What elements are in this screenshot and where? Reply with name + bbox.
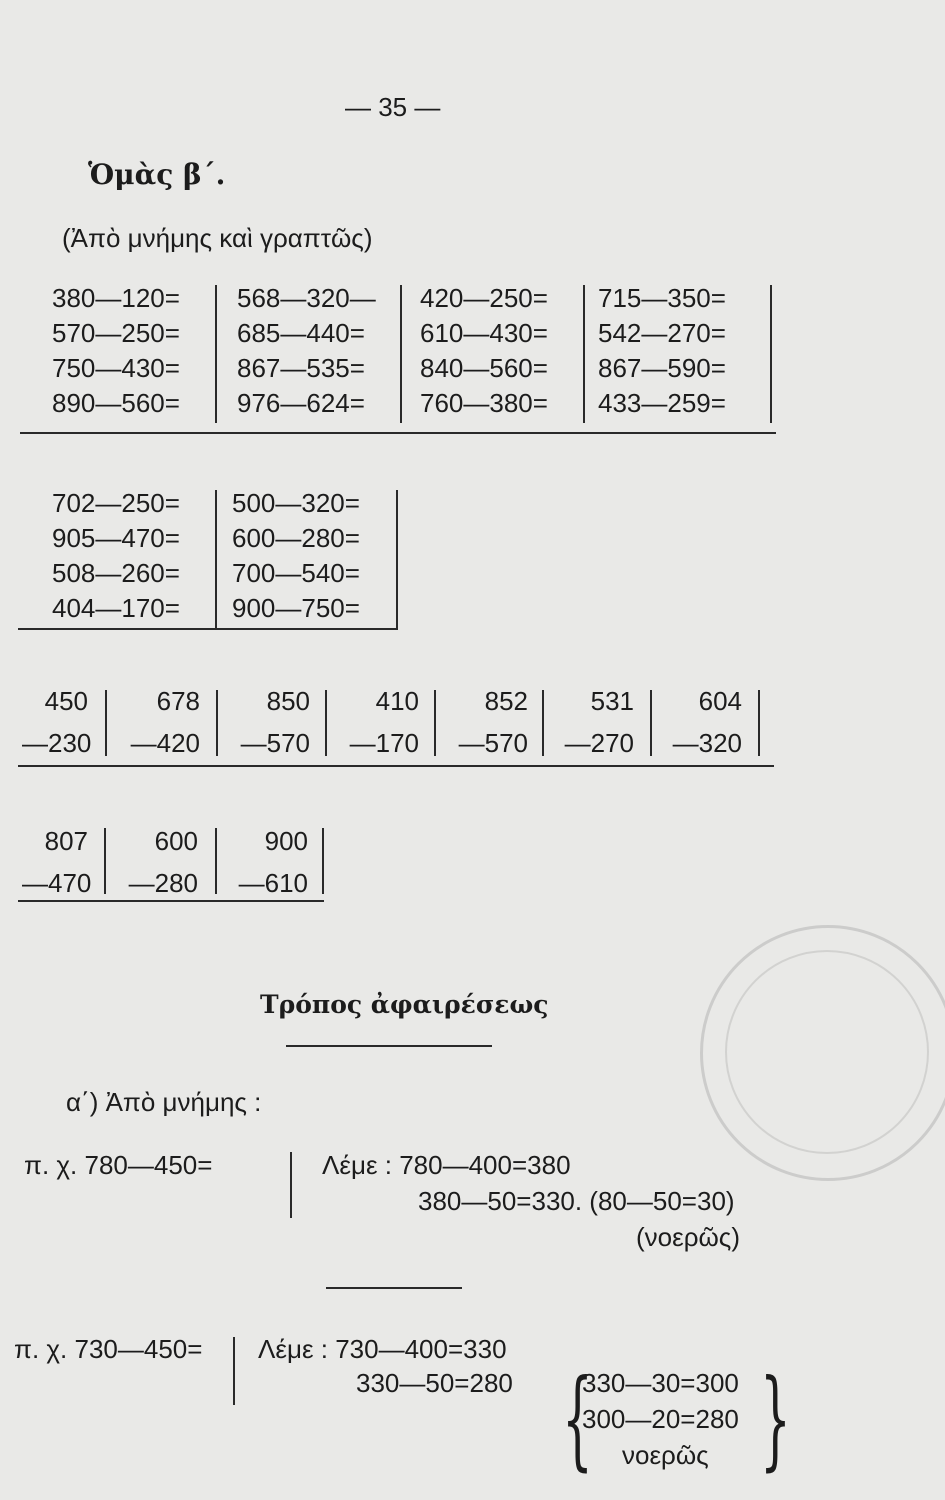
- column-divider: [396, 490, 398, 628]
- block-rule: [18, 765, 774, 767]
- subtrahend: —320: [672, 728, 742, 758]
- column-divider: [325, 690, 327, 756]
- exercise: 750—430=: [52, 353, 180, 383]
- exercise: 404—170=: [52, 593, 180, 623]
- example-step: Λέμε : 780—400=380: [322, 1150, 571, 1180]
- exercise: 570—250=: [52, 318, 180, 348]
- exercise: 500—320=: [232, 488, 360, 518]
- exercise: 568—320—: [237, 283, 376, 313]
- subtrahend: —230: [22, 728, 92, 758]
- exercise: 867—590=: [598, 353, 726, 383]
- block-rule: [18, 900, 324, 902]
- subtrahend: —470: [22, 868, 92, 898]
- column-divider: [542, 690, 544, 756]
- subtrahend: —610: [238, 868, 308, 898]
- block-rule: [20, 432, 776, 434]
- brace-step: 330—30=300: [582, 1368, 739, 1398]
- exercise: 715—350=: [598, 283, 726, 313]
- exercise: 542—270=: [598, 318, 726, 348]
- right-brace-icon: }: [760, 1357, 791, 1482]
- block-rule: [18, 628, 398, 630]
- column-divider: [770, 285, 772, 423]
- example-divider: [233, 1337, 235, 1405]
- separator-rule: [326, 1287, 462, 1289]
- column-divider: [215, 490, 217, 628]
- column-divider: [105, 690, 107, 756]
- column-divider: [758, 690, 760, 756]
- method-a-heading: α΄) Ἀπὸ μνήμης :: [66, 1087, 262, 1117]
- subtrahend: —570: [458, 728, 528, 758]
- exercise: 685—440=: [237, 318, 365, 348]
- exercise: 700—540=: [232, 558, 360, 588]
- exercise: 900—750=: [232, 593, 360, 623]
- exercise: 702—250=: [52, 488, 180, 518]
- exercise: 380—120=: [52, 283, 180, 313]
- section-title: Τρόπος ἀφαιρέσεως: [260, 990, 549, 1019]
- example-problem: π. χ. 780—450=: [24, 1150, 213, 1180]
- column-divider: [215, 285, 217, 423]
- column-divider: [104, 828, 106, 894]
- column-divider: [650, 690, 652, 756]
- example-problem: π. χ. 730—450=: [14, 1334, 203, 1364]
- left-brace-icon: {: [562, 1357, 593, 1482]
- minuend: 410: [375, 686, 419, 716]
- exercise: 610—430=: [420, 318, 548, 348]
- page-number: — 35 —: [345, 92, 441, 122]
- exercise: 867—535=: [237, 353, 365, 383]
- column-divider: [215, 828, 217, 894]
- exercise: 508—260=: [52, 558, 180, 588]
- minuend: 604: [698, 686, 742, 716]
- minuend: 850: [266, 686, 310, 716]
- exercise: 840—560=: [420, 353, 548, 383]
- title-underline: [286, 1045, 492, 1047]
- brace-note: νοερῶς: [622, 1440, 709, 1470]
- column-divider: [434, 690, 436, 756]
- exercise: 760—380=: [420, 388, 548, 418]
- library-stamp-inner: [725, 950, 929, 1154]
- column-divider: [322, 828, 324, 894]
- minuend: 852: [484, 686, 528, 716]
- example-step: 380—50=330. (80—50=30): [418, 1186, 735, 1216]
- subtrahend: —420: [130, 728, 200, 758]
- example-step: 330—50=280: [356, 1368, 513, 1398]
- example-note: (νοερῶς): [636, 1222, 740, 1252]
- subheading: (Ἀπὸ μνήμης καὶ γραπτῶς): [62, 223, 373, 253]
- column-divider: [583, 285, 585, 423]
- minuend: 450: [44, 686, 88, 716]
- column-divider: [400, 285, 402, 423]
- brace-step: 300—20=280: [582, 1404, 739, 1434]
- subtrahend: —170: [349, 728, 419, 758]
- exercise: 433—259=: [598, 388, 726, 418]
- minuend: 600: [154, 826, 198, 856]
- exercise: 976—624=: [237, 388, 365, 418]
- group-heading: Ὁμὰς β΄.: [88, 158, 226, 191]
- exercise: 905—470=: [52, 523, 180, 553]
- minuend: 678: [156, 686, 200, 716]
- minuend: 531: [590, 686, 634, 716]
- minuend: 900: [264, 826, 308, 856]
- exercise: 420—250=: [420, 283, 548, 313]
- subtrahend: —280: [128, 868, 198, 898]
- subtrahend: —270: [564, 728, 634, 758]
- column-divider: [216, 690, 218, 756]
- exercise: 600—280=: [232, 523, 360, 553]
- minuend: 807: [44, 826, 88, 856]
- subtrahend: —570: [240, 728, 310, 758]
- example-step: Λέμε : 730—400=330: [258, 1334, 507, 1364]
- exercise: 890—560=: [52, 388, 180, 418]
- example-divider: [290, 1152, 292, 1218]
